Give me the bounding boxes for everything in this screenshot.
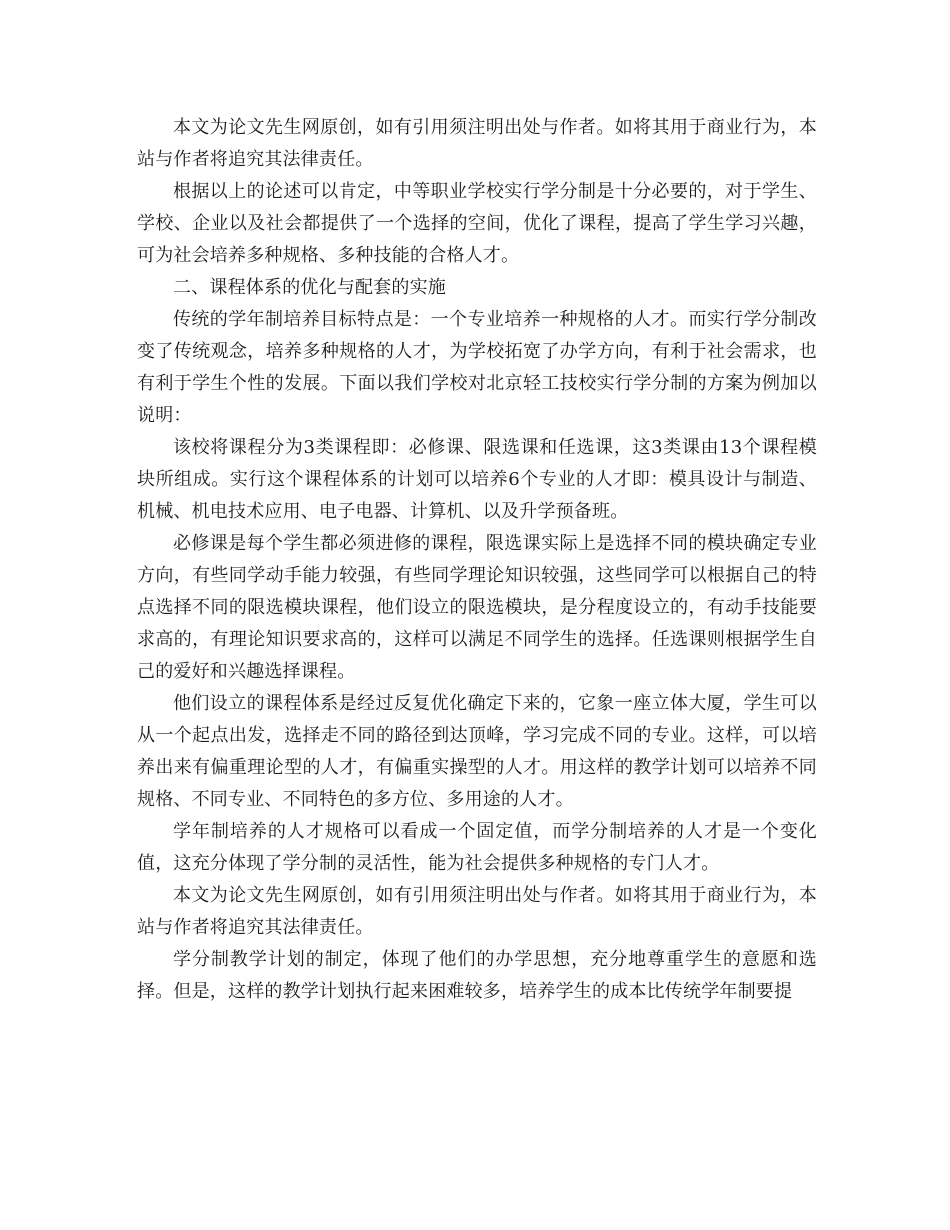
- section-heading: 二、课程体系的优化与配套的实施: [173, 277, 446, 298]
- paragraph-required-courses: 必修课是每个学生都必须进修的课程，限选课实际上是选择不同的模块确定专业方向，有些同学动手能力较强，有些同学理论知识较强，这些同学可以根据自己的特点选择不同的限选模块课程，他们设立的限选模块，是分程度设立的，有动手技能要求高的，有理论知识要求高的，这样可以满足不同学生的选择。任选课则根据学生自己的爱好和兴趣选择课程。: [137, 533, 817, 682]
- paragraph-talent-specification: 学年制培养的人才规格可以看成一个固定值，而学分制培养的人才是一个变化值，这充分体现了学分制的灵活性，能为社会提供多种规格的专门人才。: [137, 821, 817, 874]
- paragraph-traditional-system: 传统的学年制培养目标特点是：一个专业培养一种规格的人才。而实行学分制改变了传统观念，培养多种规格的人才，为学校拓宽了办学方向，有利于社会需求，也有利于学生个性的发展。下面以我们学校对北京轻工技校实行学分制的方案为例加以说明：: [137, 309, 817, 426]
- paragraph-course-system: 他们设立的课程体系是经过反复优化确定下来的，它象一座立体大厦，学生可以从一个起点出发，选择走不同的路径到达顶峰，学习完成不同的专业。这样，可以培养出来有偏重理论型的人才，有偏重实操型的人才。用这样的教学计划可以培养不同规格、不同专业、不同特色的多方位、多用途的人才。: [137, 693, 817, 810]
- paragraph-course-categories: 该校将课程分为3类课程即：必修课、限选课和任选课，这3类课由13个课程模块所组成。实行这个课程体系的计划可以培养6个专业的人才即：模具设计与制造、机械、机电技术应用、电子电器、计算机、以及升学预备班。: [137, 437, 817, 522]
- paragraph-copyright-notice-repeat: 本文为论文先生网原创，如有引用须注明出处与作者。如将其用于商业行为，本站与作者将追究其法律责任。: [137, 885, 817, 938]
- paragraph-copyright-notice: 本文为论文先生网原创，如有引用须注明出处与作者。如将其用于商业行为，本站与作者将追究其法律责任。: [137, 117, 817, 170]
- paragraph-credit-system-necessity: 根据以上的论述可以肯定，中等职业学校实行学分制是十分必要的，对于学生、学校、企业以及社会都提供了一个选择的空间，优化了课程，提高了学生学习兴趣，可为社会培养多种规格、多种技能的合格人才。: [137, 181, 817, 266]
- paragraph-teaching-plan: 学分制教学计划的制定，体现了他们的办学思想，充分地尊重学生的意愿和选择。但是，这样的教学计划执行起来困难较多，培养学生的成本比传统学年制要提: [137, 949, 817, 1002]
- document-body: [137, 112, 817, 1008]
